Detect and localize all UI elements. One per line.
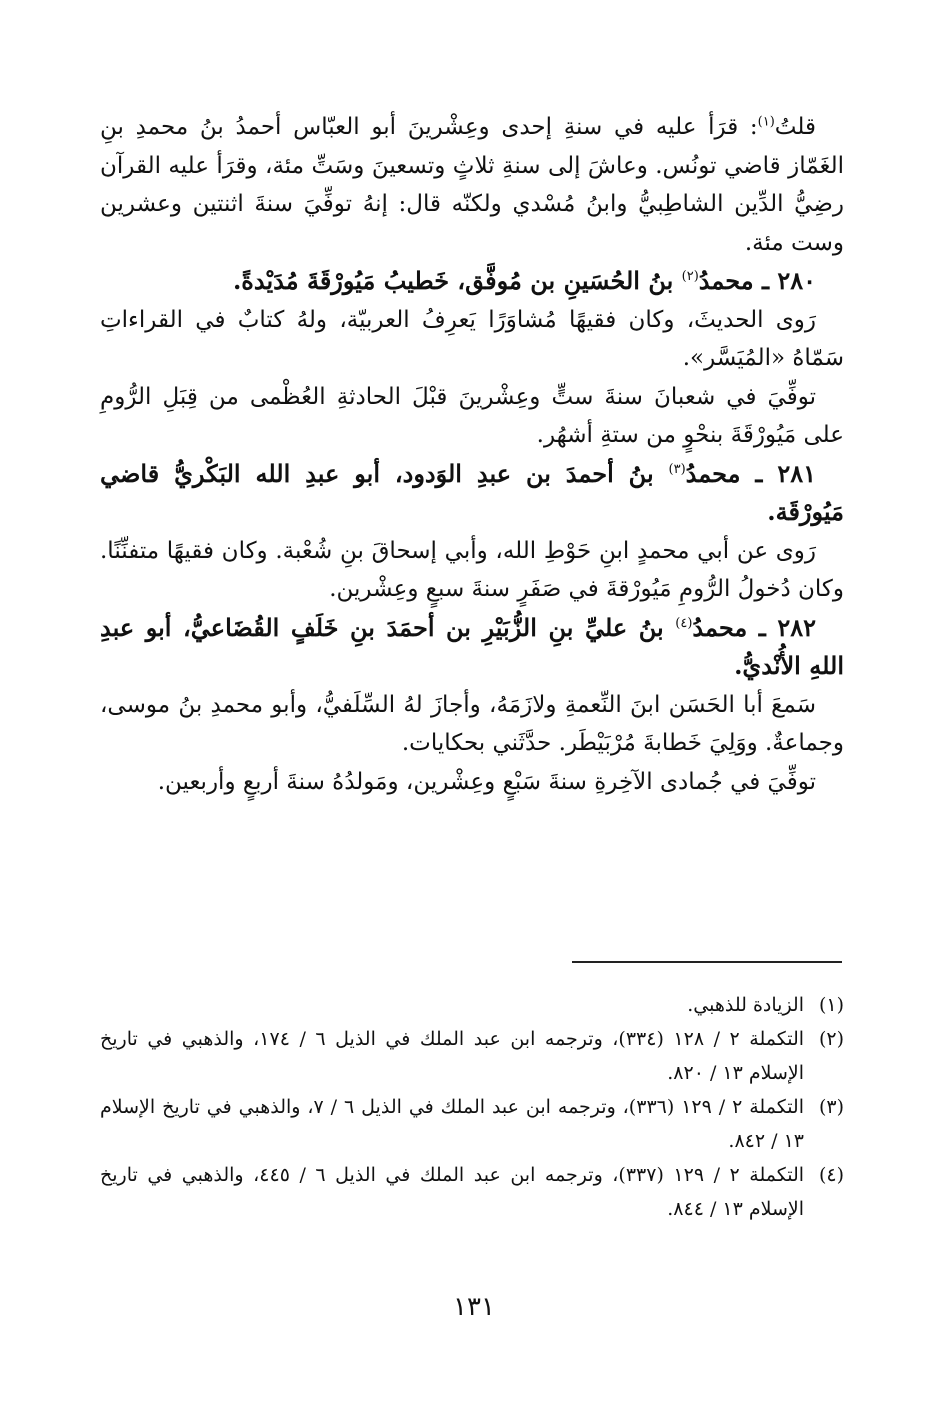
footnote-ref-3: (٣) (668, 461, 686, 477)
footnote-divider (572, 961, 842, 963)
paragraph-intro (100, 108, 844, 262)
footnote-ref-4: (٤) (675, 615, 693, 631)
footnote-number: (٤) (818, 1164, 844, 1186)
entry-282-paragraph-1: سَمعَ أبا الحَسَن ابنَ النِّعمةِ ولازَمَهُ، وأجازَ لهُ السِّلَفيُّ، وأبو محمدِ بنُ موسى، وجماعةٌ. ووَلِيَ خَطابةَ مُرْبَيْطَر. حدَّثَني بحكايات. (100, 691, 844, 756)
main-text (100, 108, 844, 801)
footnote-2 (100, 1022, 844, 1090)
footnote-text: التكملة ٢ / ١٢٨ (٣٣٤)، وترجمه ابن عبد الملك في الذيل ٦ / ١٧٤، والذهبي في تاريخ الإسلام ١٣ / ٨٢٠. (100, 1028, 805, 1084)
footnote-number: (٢) (818, 1028, 844, 1050)
footnotes (100, 988, 844, 1226)
footnote-text: الزيادة للذهبي. (687, 994, 804, 1016)
entry-number-280: ٢٨٠ ـ محمدُ (698, 266, 816, 295)
footnote-text: التكملة ٢ / ١٢٩ (٣٣٦)، وترجمه ابن عبد الملك في الذيل ٦ / ٧، والذهبي في تاريخ الإسلام ١٣ / ٨٤٢. (100, 1096, 804, 1152)
paragraph-intro-text: : قرَأ عليه في سنةِ إحدى وعِشْرينَ أبو العبّاس أحمدُ بنُ محمدِ بنِ الغَمّاز قاضي تونُس. وعاشَ إلى سنةِ ثلاثٍ وتسعينَ وسَتِّ مئة، وقرَأ عليه القرآن رضِيُّ الدِّين الشاطِبيُّ وابنُ مُسْدي ولكنّه قال: إنهُ توفِّيَ سنةَ اثنتين وعشرين وست مئة. (100, 114, 844, 256)
footnote-3 (100, 1090, 844, 1158)
entry-heading-282 (100, 609, 844, 686)
footnote-number: (١) (818, 994, 844, 1016)
entry-282-paragraph-2: توفِّيَ في جُمادى الآخِرةِ سنةَ سَبْعٍ وعِشْرين، ومَولدُهُ سنةَ أربعٍ وأربعين. (157, 768, 816, 795)
entry-title-282: بنُ عليِّ بنِ الزُّبَيْرِ بن أحمَدَ بنِ خَلَفٍ القُضَاعيُّ، أبو عبدِ اللهِ الأُنْديُّ. (100, 612, 844, 680)
entry-281-paragraph-1: رَوى عن أبي محمدٍ ابنِ حَوْطِ الله، وأبي إسحاقَ بنِ شُعْبة. وكان فقيهًا متفنِّنًا. وكان دُخولُ الرُّومِ مَيُورْقةَ في صَفَرٍ سنةَ سبعٍ وعِشْرين. (100, 537, 844, 602)
footnote-ref-2: (٢) (681, 269, 699, 284)
entry-number-281: ٢٨١ ـ محمدُ (685, 458, 816, 488)
paragraph-intro-start: قلتُ (774, 114, 816, 140)
entry-title-281: بنُ أحمدَ بن عبدِ الوَدود، أبو عبدِ الله البَكْريُّ قاضي مَيُورْقَة. (100, 458, 844, 526)
entry-title-280: بنُ الحُسَينِ بن مُوفَّق، خَطيبُ مَيُورْقَةَ مُدَيْدةً. (232, 266, 682, 295)
entry-heading-281 (100, 455, 844, 532)
footnote-1 (100, 988, 844, 1022)
entry-number-282: ٢٨٢ ـ محمدُ (692, 612, 816, 642)
entry-280-paragraph-1: رَوى الحديثَ، وكان فقيهًا مُشاوَرًا يَعرِفُ العربيّة، ولهُ كتابٌ في القراءاتِ سَمّاهُ «المُيَسَّر». (100, 306, 844, 371)
footnote-4 (100, 1158, 844, 1226)
entry-heading-280 (100, 262, 844, 301)
page-number: ١٣١ (453, 1292, 495, 1322)
footnote-text: التكملة ٢ / ١٢٩ (٣٣٧)، وترجمه ابن عبد الملك في الذيل ٦ / ٤٤٥، والذهبي في تاريخ الإسلام ١٣ / ٨٤٤. (100, 1164, 805, 1220)
entry-280-paragraph-2: توفِّيَ في شعبانَ سنةَ ستٍّ وعِشْرينَ قبْلَ الحادثةِ العُظْمى من قِبَلِ الرُّومِ على مَيُورْقَةَ بنحْوٍ من ستةِ أشهُر. (100, 383, 844, 448)
footnote-ref-1: (١) (757, 114, 775, 130)
footnote-number: (٣) (818, 1096, 844, 1118)
